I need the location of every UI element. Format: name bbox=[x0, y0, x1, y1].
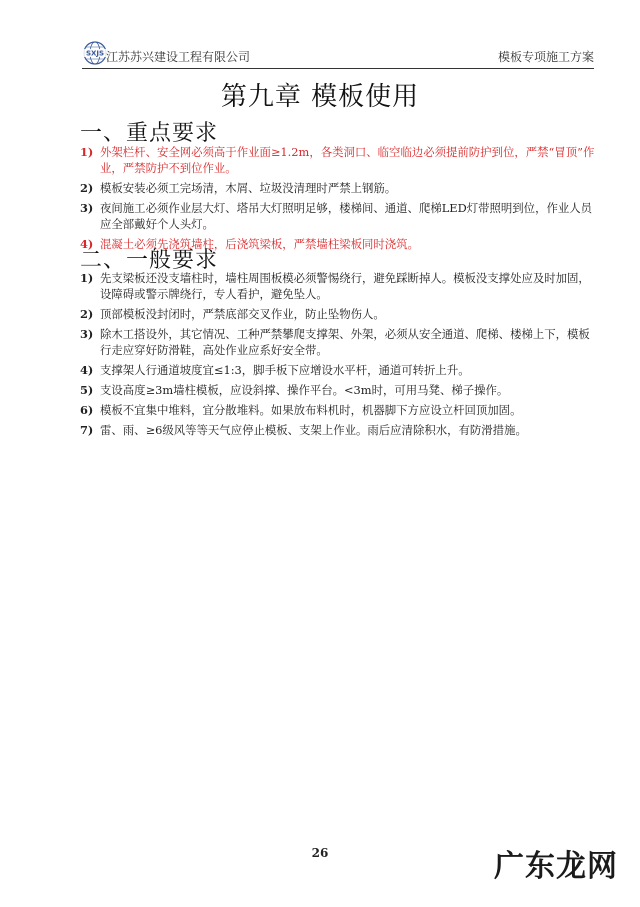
watermark: 广东龙网 bbox=[494, 849, 618, 884]
list-item-text: 顶部模板没封闭时，严禁底部交叉作业，防止坠物伤人。 bbox=[100, 307, 385, 321]
list-item-text: 模板安装必须工完场清，木屑、垃圾没清理时严禁上钢筋。 bbox=[100, 181, 397, 195]
list-item bbox=[80, 270, 600, 302]
section-title-key-requirements: 一、重点要求 bbox=[80, 121, 219, 146]
list-item-number: 5) bbox=[80, 383, 94, 397]
list-item-number: 1) bbox=[80, 145, 94, 159]
page-number: 26 bbox=[311, 846, 329, 860]
list-item-text: 先支梁板还没支墙柱时，墙柱周围板模必须警惕绕行，避免踩断掉人。模板没支撑处应及时加固，设障碍或警示牌绕行，专人看护，避免坠人。 bbox=[100, 271, 590, 301]
list-item-number: 2) bbox=[80, 181, 94, 195]
list-item-text: 模板不宜集中堆料，宜分散堆料。如果放布料机时，机器脚下方应设立杆回顶加固。 bbox=[100, 403, 522, 417]
section-title-general-requirements: 二、一般要求 bbox=[80, 248, 219, 273]
list-item bbox=[80, 382, 600, 398]
list-item-number: 2) bbox=[80, 307, 94, 321]
list-item bbox=[80, 144, 600, 176]
list-item-text: 雷、雨、≥6级风等等天气应停止模板、支架上作业。雨后应清除积水，有防滑措施。 bbox=[100, 423, 527, 437]
list-item-number: 4) bbox=[80, 237, 94, 251]
general-requirements-list bbox=[80, 270, 600, 442]
list-item bbox=[80, 200, 600, 232]
list-item-text: 混凝土必须先浇筑墙柱，后浇筑梁板，严禁墙柱梁板同时浇筑。 bbox=[100, 237, 419, 251]
list-item-number: 7) bbox=[80, 423, 94, 437]
list-item-text: 支设高度≥3m墙柱模板，应设斜撑、操作平台。<3m时，可用马凳、梯子操作。 bbox=[100, 383, 509, 397]
list-item bbox=[80, 326, 600, 358]
list-item bbox=[80, 362, 600, 378]
list-item-text: 外架栏杆、安全网必须高于作业面≥1.2m，各类洞口、临空临边必须提前防护到位，严禁“冒顶”作业，严禁防护不到位作业。 bbox=[100, 145, 595, 175]
list-item-number: 3) bbox=[80, 201, 94, 215]
list-item-text: 支撑架人行通道坡度宜≤1:3，脚手板下应增设水平杆，通道可转折上升。 bbox=[100, 363, 470, 377]
list-item-text: 除木工搭设外，其它情况、工种严禁攀爬支撑架、外架，必须从安全通道、爬梯、楼梯上下，模板行走应穿好防滑鞋，高处作业应系好安全带。 bbox=[100, 327, 590, 357]
list-item bbox=[80, 422, 600, 438]
key-requirements-list bbox=[80, 144, 600, 256]
list-item-number: 6) bbox=[80, 403, 94, 417]
company-logo-icon bbox=[82, 40, 108, 66]
list-item-number: 3) bbox=[80, 327, 94, 341]
list-item-text: 夜间施工必须作业层大灯、塔吊大灯照明足够，楼梯间、通道、爬梯LED灯带照明到位，作业人员应全部戴好个人头灯。 bbox=[100, 201, 593, 231]
company-name: 江苏苏兴建设工程有限公司 bbox=[106, 50, 251, 64]
chapter-title: 第九章 模板使用 bbox=[220, 82, 420, 112]
list-item bbox=[80, 180, 600, 196]
list-item bbox=[80, 306, 600, 322]
logo-text: SXJS bbox=[85, 49, 105, 58]
document-title: 模板专项施工方案 bbox=[497, 50, 594, 64]
list-item-number: 4) bbox=[80, 363, 94, 377]
page-header bbox=[82, 40, 594, 69]
list-item bbox=[80, 402, 600, 418]
list-item-number: 1) bbox=[80, 271, 94, 285]
